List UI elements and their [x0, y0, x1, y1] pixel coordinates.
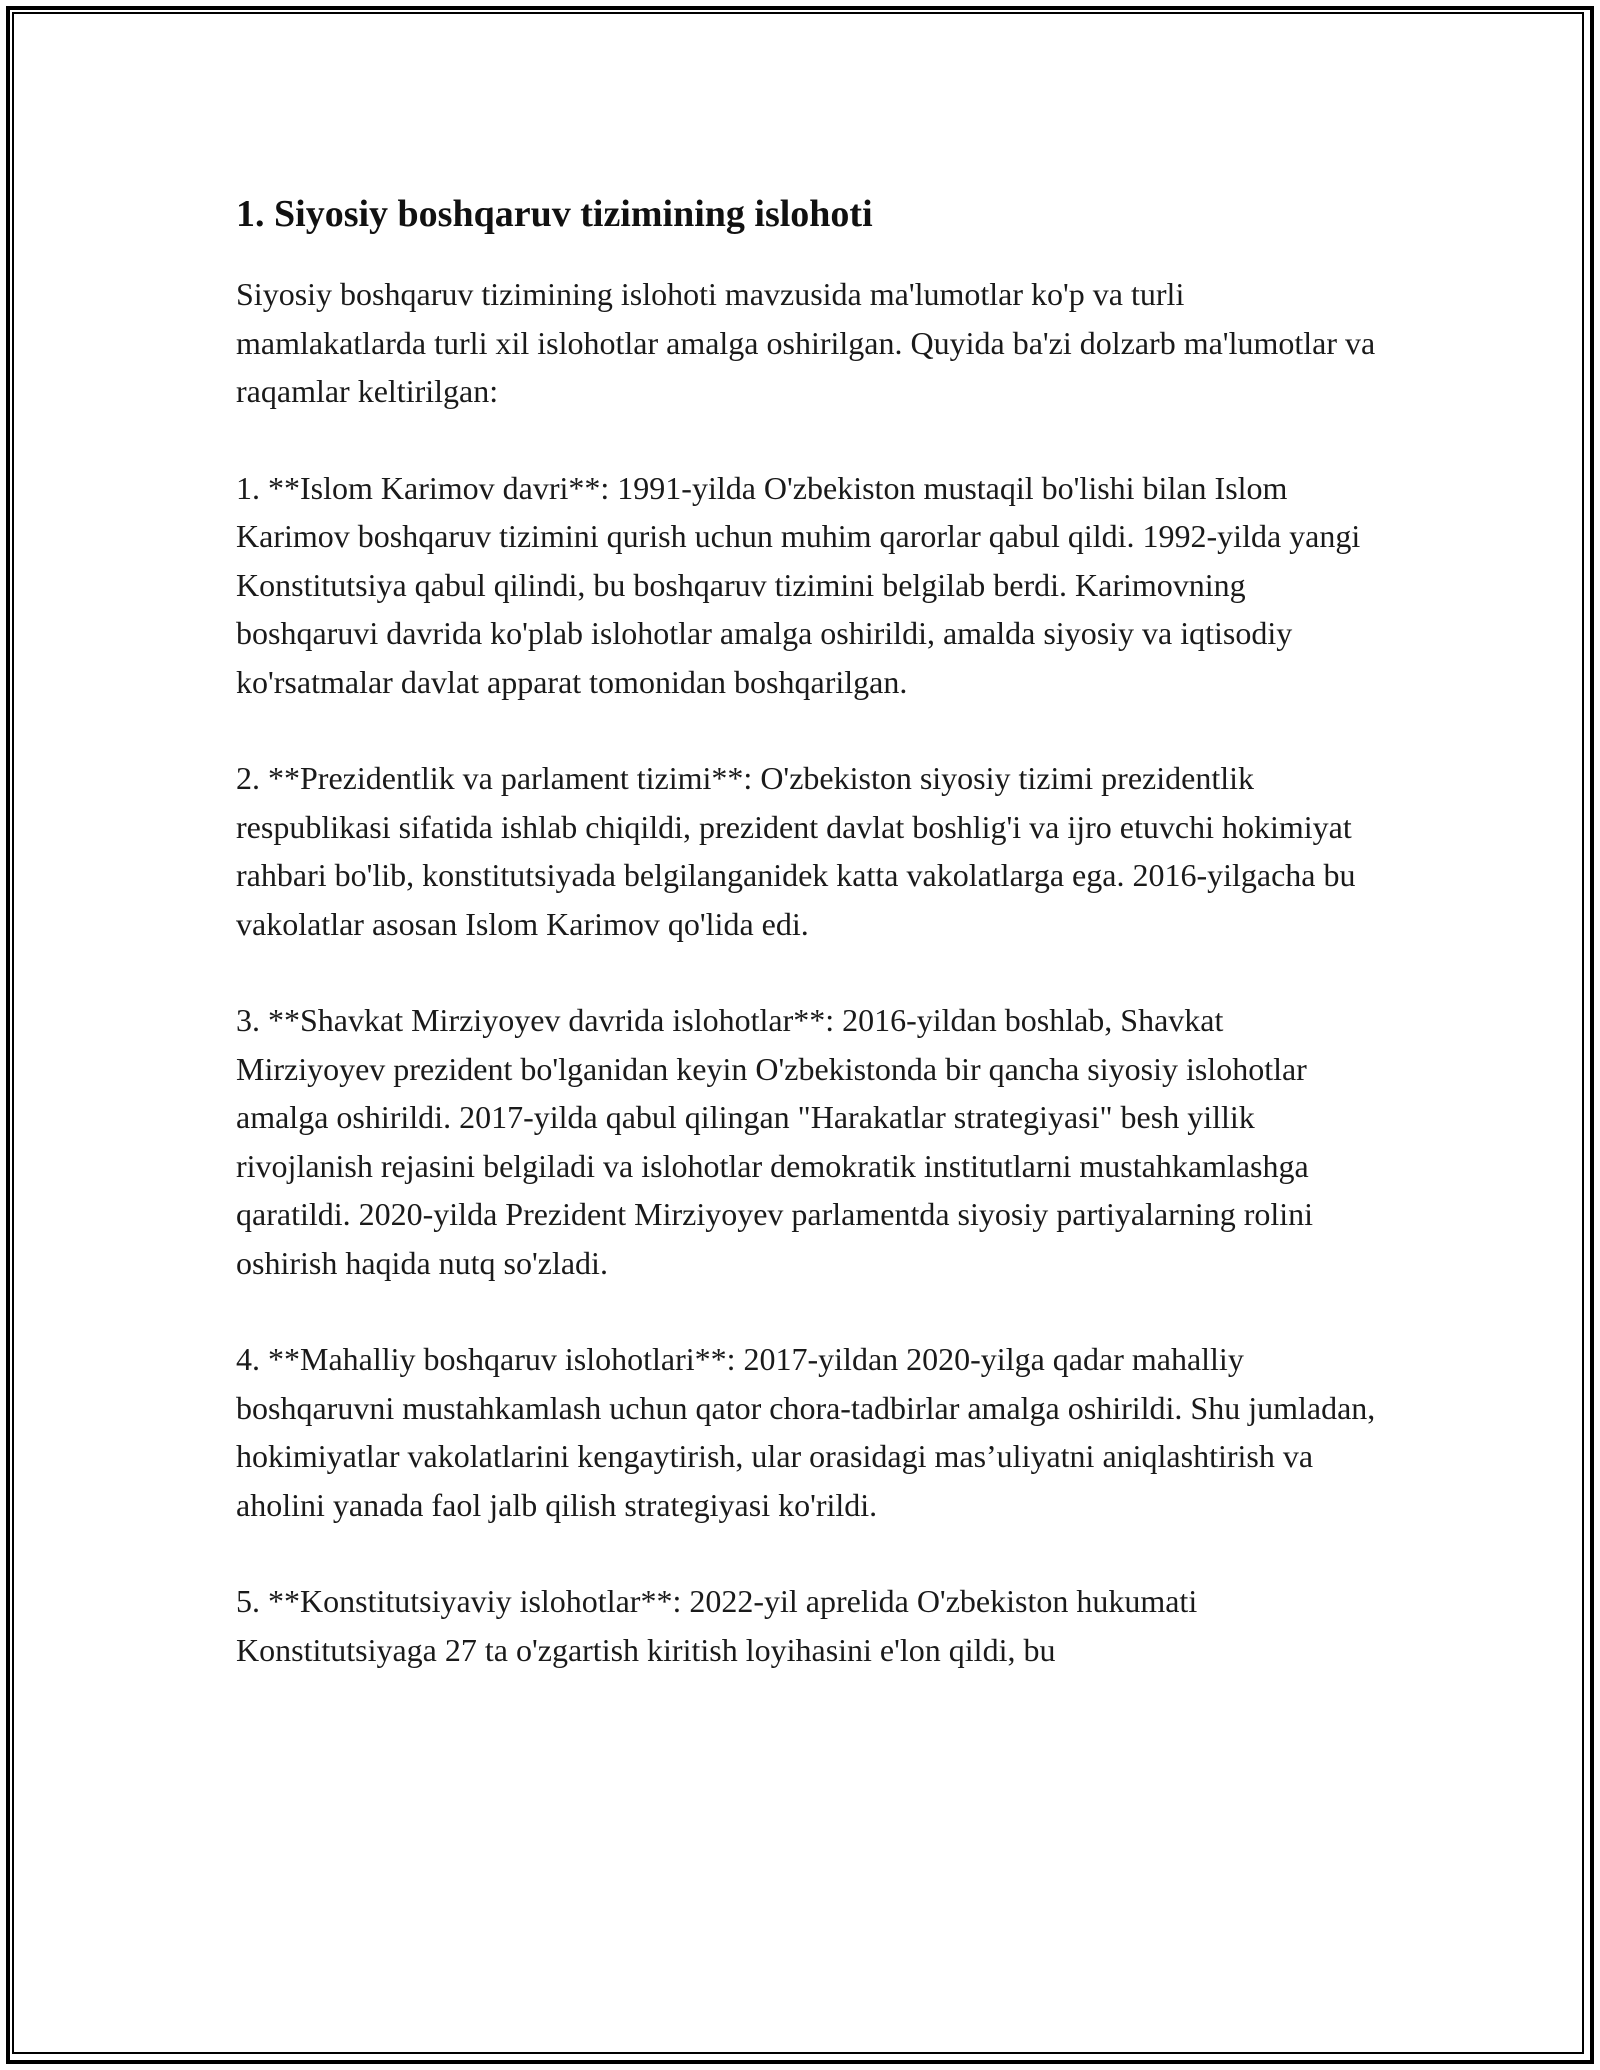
paragraph-local-governance: 4. **Mahalliy boshqaruv islohotlari**: 2017-yildan 2020-yilga qadar mahalliy boshqaruvni mustahkamlash uchun qator chora-tadbirlar amalga oshirildi. Shu jumladan, hokimiyatlar vakolatlarini kengaytirish, ular orasidagi mas’uliyatni aniqlashtirish va aholini yanada faol jalb qilish strategiyasi ko'rildi.	[236, 1341, 1376, 1523]
paragraph-presidential-parliament: 2. **Prezidentlik va parlament tizimi**: O'zbekiston siyosiy tizimi prezidentlik respublikasi sifatida ishlab chiqildi, prezident davlat boshlig'i va ijro etuvchi hokimiyat rahbari bo'lib, konstitutsiyada belgilanganidek katta vakolatlarga ega. 2016-yilgacha bu vakolatlar asosan Islom Karimov qo'lida edi.	[236, 760, 1356, 942]
section-heading: 1. Siyosiy boshqaruv tizimining islohoti	[236, 193, 873, 235]
document-body	[236, 188, 1376, 1722]
paragraph-mirziyoyev-reforms: 3. **Shavkat Mirziyoyev davrida islohotlar**: 2016-yildan boshlab, Shavkat Mirziyoyev prezident bo'lganidan keyin O'zbekistonda bir qancha siyosiy islohotlar amalga oshirildi. 2017-yilda qabul qilingan "Harakatlar strategiyasi" besh yillik rivojlanish rejasini belgiladi va islohotlar demokratik institutlarni mustahkamlashga qaratildi. 2020-yilda Prezident Mirziyoyev parlamentda siyosiy partiyalarning rolini oshirish haqida nutq so'zladi.	[236, 1002, 1314, 1281]
paragraph-karimov-era: 1. **Islom Karimov davri**: 1991-yilda O'zbekiston mustaqil bo'lishi bilan Islom Karimov boshqaruv tizimini qurish uchun muhim qarorlar qabul qildi. 1992-yilda yangi Konstitutsiya qabul qilindi, bu boshqaruv tizimini belgilab berdi. Karimovning boshqaruvi davrida ko'plab islohotlar amalga oshirildi, amalda siyosiy va iqtisodiy ko'rsatmalar davlat apparat tomonidan boshqarilgan.	[236, 469, 1361, 700]
paragraph-constitutional-reforms: 5. **Konstitutsiyaviy islohotlar**: 2022-yil aprelida O'zbekiston hukumati Konstitutsiyaga 27 ta o'zgartish kiritish loyihasini e'lon qildi, bu	[236, 1583, 1198, 1668]
intro-paragraph: Siyosiy boshqaruv tizimining islohoti mavzusida ma'lumotlar ko'p va turli mamlakatlarda turli xil islohotlar amalga oshirilgan. Quyida ba'zi dolzarb ma'lumotlar va raqamlar keltirilgan:	[236, 276, 1376, 409]
